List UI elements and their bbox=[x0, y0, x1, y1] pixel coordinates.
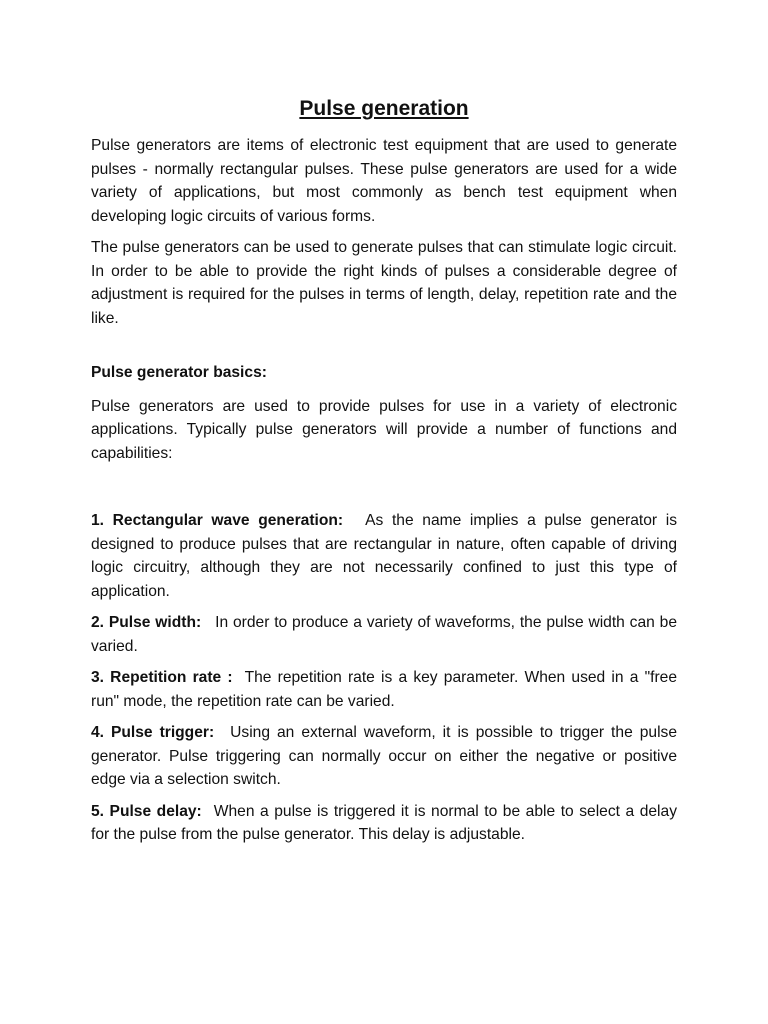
list-item bbox=[91, 509, 677, 603]
document-title: Pulse generation bbox=[299, 97, 469, 120]
list-item-text: When a pulse is triggered it is normal to be able to select a delay for the pulse from the pulse generator. This delay is adjustable. bbox=[91, 802, 677, 843]
list-item-label: 5. Pulse delay: bbox=[91, 802, 202, 820]
intro-paragraph-2: The pulse generators can be used to generate pulses that can stimulate logic circuit. In order to be able to provide the right kinds of pulses a considerable degree of adjustment is required for the pulses in terms of length, delay, repetition rate and the like. bbox=[91, 239, 677, 327]
section-heading: Pulse generator basics: bbox=[91, 364, 267, 381]
section-paragraph: Pulse generators are used to provide pulses for use in a variety of electronic applications. Typically pulse generators will provide a number of functions and capabilities: bbox=[91, 397, 677, 462]
list-item-text: Using an external waveform, it is possible to trigger the pulse generator. Pulse triggering can normally occur on either the negative or positive edge via a selection switch. bbox=[91, 724, 677, 788]
list-item-text: The repetition rate is a key parameter. When used in a "free run" mode, the repetition rate can be varied. bbox=[91, 669, 677, 710]
list-item bbox=[91, 721, 677, 792]
list-item bbox=[91, 800, 677, 847]
intro-paragraph-1: Pulse generators are items of electronic test equipment that are used to generate pulses - normally rectangular pulses. These pulse generators are used for a wide variety of applications, but most commonly as bench test equipment when developing logic circuits of various forms. bbox=[91, 137, 677, 225]
list-item-label: 4. Pulse trigger: bbox=[91, 724, 215, 741]
list-item bbox=[91, 611, 677, 658]
list-item-text: In order to produce a variety of waveforms, the pulse width can be varied. bbox=[91, 614, 677, 655]
list-item-text: As the name implies a pulse generator is designed to produce pulses that are rectangular in nature, often capable of driving logic circuitry, although they are not necessarily confined to just this type of application. bbox=[91, 512, 677, 600]
list-item-label: 3. Repetition rate : bbox=[91, 669, 233, 686]
list-item-label: 2. Pulse width: bbox=[91, 614, 202, 631]
document-page bbox=[91, 96, 677, 855]
list-item bbox=[91, 666, 677, 713]
list-item-label: 1. Rectangular wave generation: bbox=[91, 512, 344, 529]
